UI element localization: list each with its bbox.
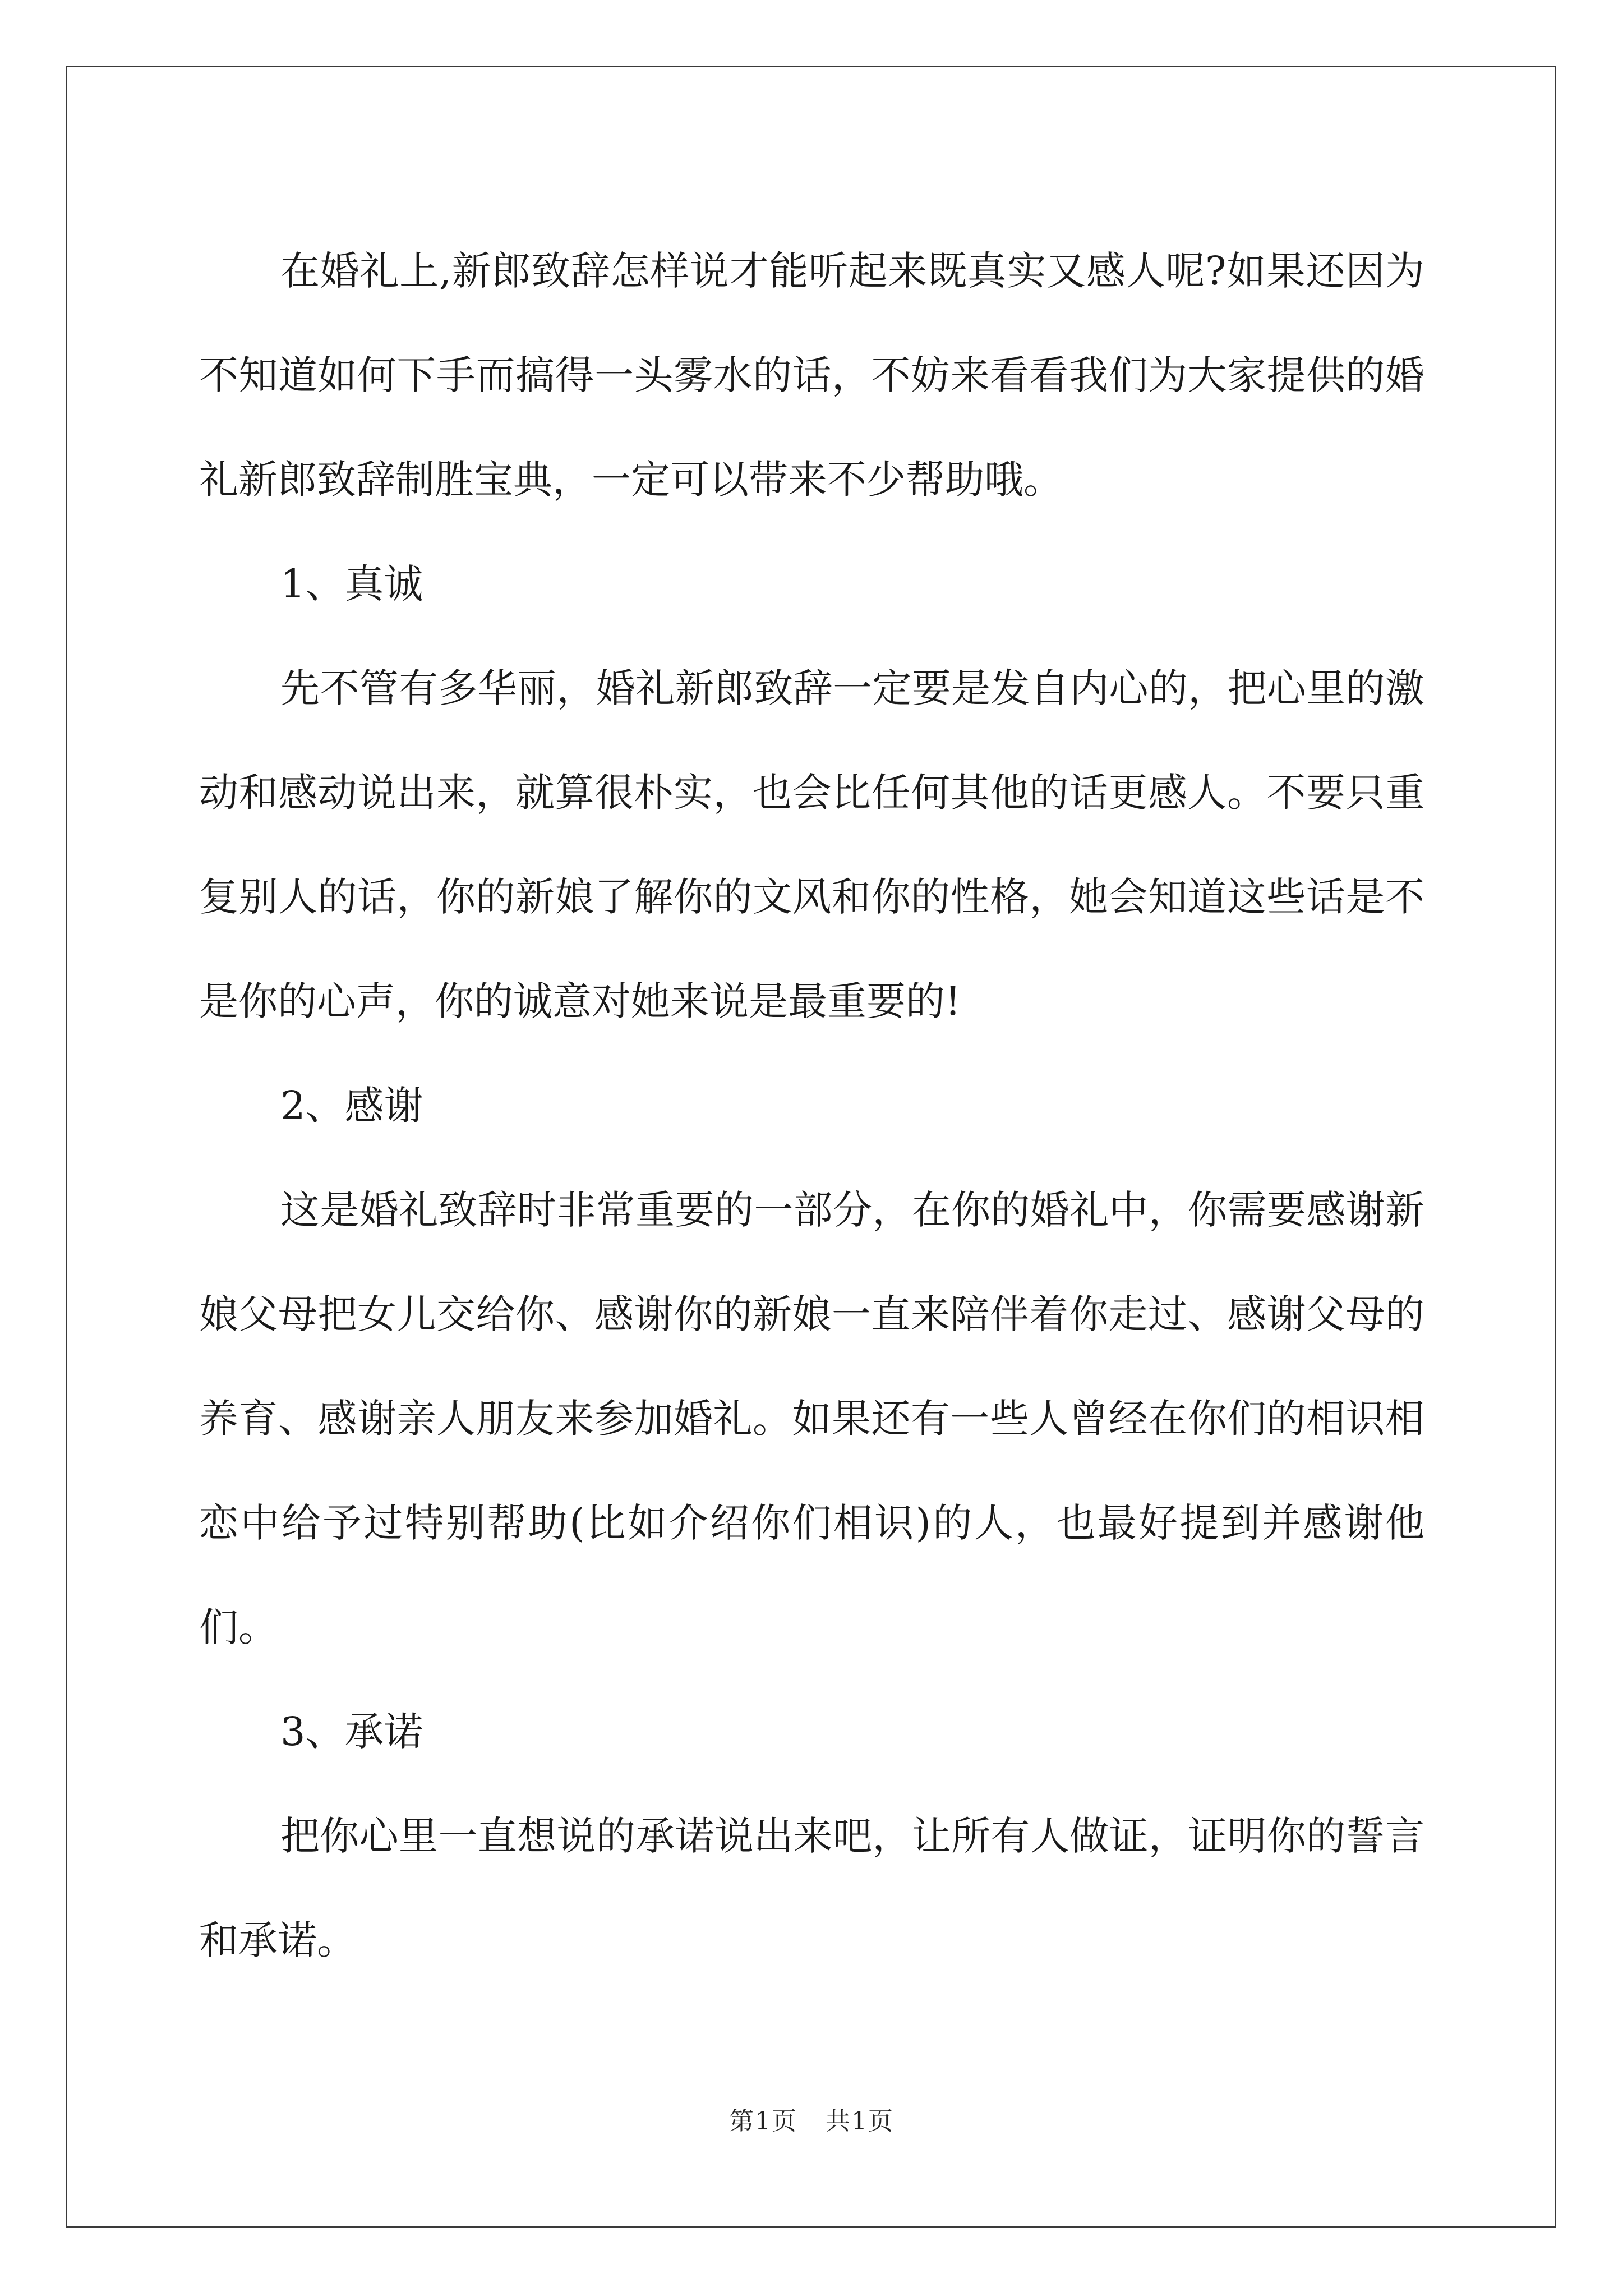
section-heading-promise: 3、承诺 (280, 1709, 423, 1755)
page-number-total: 共1页 (826, 2107, 894, 2136)
intro-paragraph: 在婚礼上,新郎致辞怎样说才能听起来既真实又感人呢?如果还因为不知道如何下手而搞得一头雾水的话，不妨来看看我们为大家提供的婚礼新郎致辞制胜宝典，一定可以带来不少帮助哦。 (199, 248, 1424, 503)
thanks-paragraph: 这是婚礼致辞时非常重要的一部分，在你的婚礼中，你需要感谢新娘父母把女儿交给你、感谢你的新娘一直来陪伴着你走过、感谢父母的养育、感谢亲人朋友来参加婚礼。如果还有一些人曾经在你们的相识相恋中给予过特别帮助(比如介绍你们相识)的人，也最好提到并感谢他们。 (199, 1187, 1424, 1650)
document-body (199, 219, 1424, 1993)
section-heading-sincerity: 1、真诚 (280, 561, 423, 607)
sincerity-paragraph: 先不管有多华丽，婚礼新郎致辞一定要是发自内心的，把心里的激动和感动说出来，就算很朴实，也会比任何其他的话更感人。不要只重复别人的话，你的新娘了解你的文风和你的性格，她会知道这些话是不是你的心声，你的诚意对她来说是最重要的! (199, 665, 1424, 1024)
page-number-current: 第1页 (729, 2107, 797, 2136)
section-heading-thanks: 2、感谢 (280, 1083, 423, 1129)
promise-paragraph: 把你心里一直想说的承诺说出来吧，让所有人做证，证明你的誓言和承诺。 (199, 1813, 1424, 1963)
page-footer (0, 2101, 1623, 2137)
